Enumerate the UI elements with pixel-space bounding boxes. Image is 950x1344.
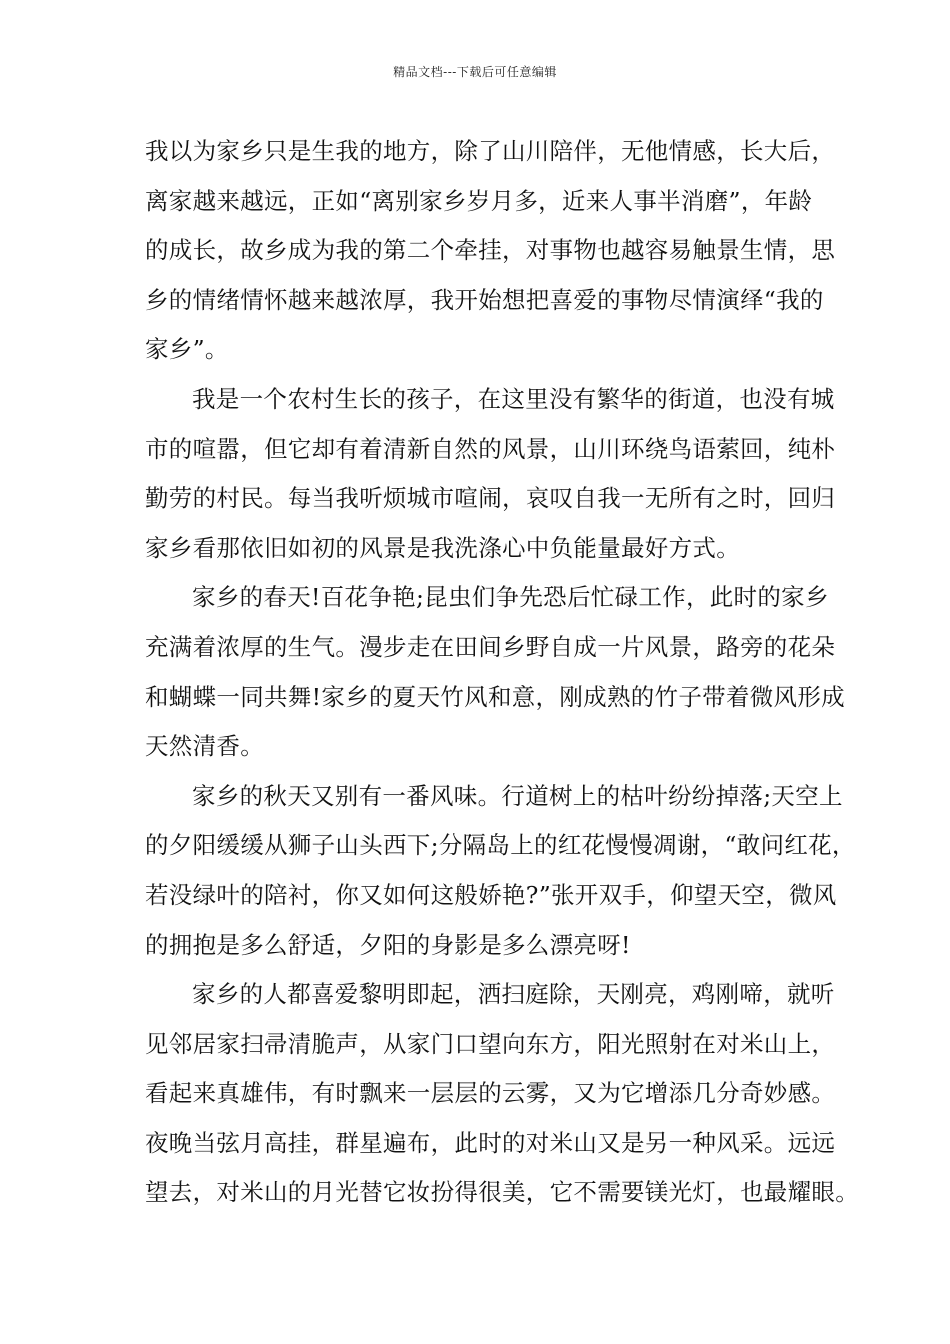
text-line: 和蝴蝶一同共舞!家乡的夏天竹风和意，刚成熟的竹子带着微风形成 [145,682,845,711]
text-line: 我以为家乡只是生我的地方，除了山川陪伴，无他情感，长大后， [145,137,836,165]
text-line: 家乡的人都喜爱黎明即起，洒扫庭除，天刚亮，鸡刚啼，就听 [192,980,835,1009]
text-line: 的夕阳缓缓从狮子山头西下;分隔岛上的红花慢慢凋谢，“敢问红花， [145,831,856,860]
text-line: 充满着浓厚的生气。漫步走在田间乡野自成一片风景，路旁的花朵 [145,632,836,661]
text-line: 的成长，故乡成为我的第二个牵挂，对事物也越容易触景生情，思 [145,236,836,265]
text-line: 离家越来越远，正如“离别家乡岁月多，近来人事半消磨”，年龄 [145,186,813,215]
text-line: 家乡看那依旧如初的风景是我洗涤心中负能量最好方式。 [145,533,740,562]
text-line: 的拥抱是多么舒适，夕阳的身影是多么漂亮呀! [145,930,631,959]
text-line: 望去，对米山的月光替它妆扮得很美，它不需要镁光灯，也最耀眼。 [145,1178,859,1207]
page-header: 精品文档---下载后可任意编辑 [393,65,557,79]
text-line: 勤劳的村民。每当我听烦城市喧闹，哀叹自我一无所有之时，回归 [145,484,836,513]
text-line: 看起来真雄伟，有时飘来一层层的云雾，又为它增添几分奇妙感。 [145,1079,836,1108]
document-body [145,127,859,1218]
text-line: 家乡”。 [145,335,229,364]
text-line: 乡的情绪情怀越来越浓厚，我开始想把喜爱的事物尽情演绎“我的 [145,285,824,314]
text-line: 家乡的春天!百花争艳;昆虫们争先恐后忙碌工作，此时的家乡 [192,583,829,612]
text-line: 见邻居家扫帚清脆声，从家门口望向东方，阳光照射在对米山上， [145,1029,836,1058]
text-line: 我是一个农村生长的孩子，在这里没有繁华的街道，也没有城 [192,384,835,413]
text-line: 若没绿叶的陪衬，你又如何这般娇艳?”张开双手，仰望天空，微风 [145,880,837,909]
text-line: 市的喧嚣，但它却有着清新自然的风景，山川环绕鸟语萦回，纯朴 [145,434,836,463]
text-line: 夜晚当弦月高挂，群星遍布，此时的对米山又是另一种风采。远远 [145,1128,836,1157]
text-line: 家乡的秋天又别有一番风味。行道树上的枯叶纷纷掉落;天空上 [192,781,843,810]
text-line: 天然清香。 [145,732,264,761]
